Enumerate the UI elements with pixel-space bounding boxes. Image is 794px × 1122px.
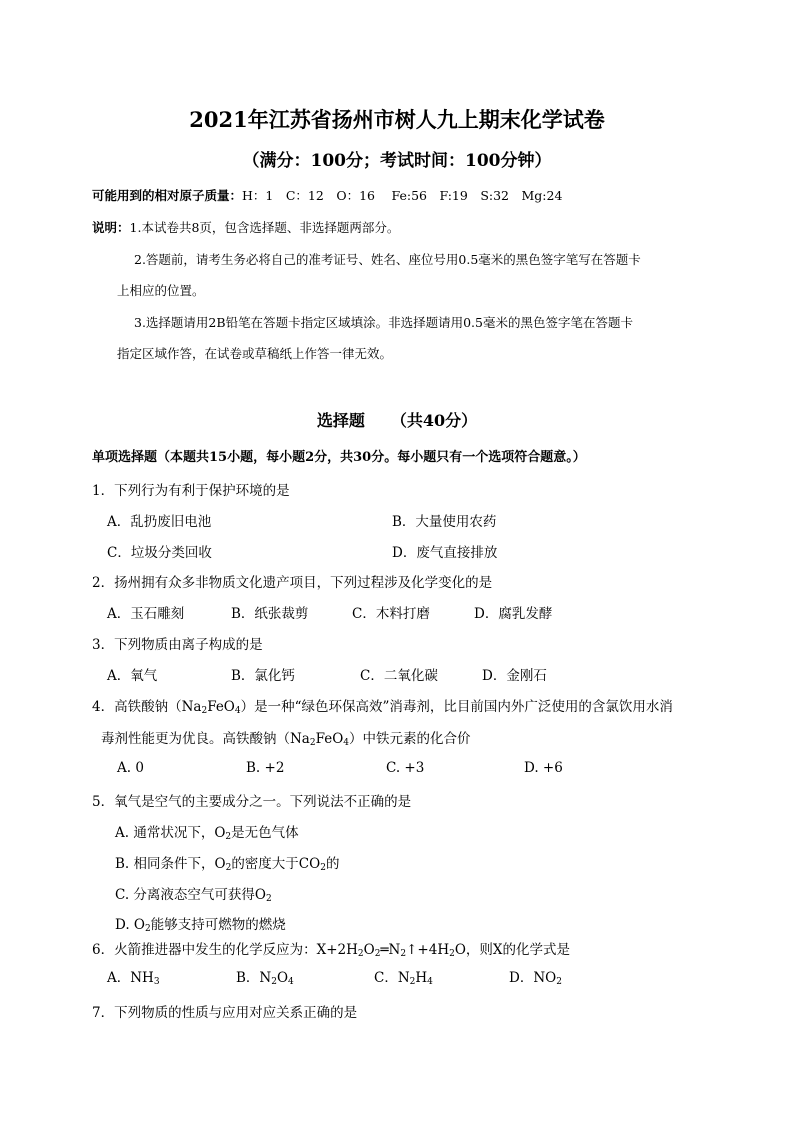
question-4-stem-line-2: 毒剂性能更为优良。高铁酸钠$(Na_2FeO_4)$中铁元素的化合价 xyxy=(101,731,471,748)
instructions-label: 说明： xyxy=(92,220,130,235)
question-5-option-d: D. $O_2$能够支持可燃物的燃烧 xyxy=(115,917,286,934)
question-6-option-a: A．$NH_3$ xyxy=(107,970,160,987)
question-3-stem: 3．下列物质由离子构成的是 xyxy=(92,637,263,653)
instruction-2-line-2: 上相应的位置。 xyxy=(117,283,205,298)
question-5-option-c: C. 分离液态空气可获得$O_2$ xyxy=(115,887,272,904)
instruction-2-line-1: 2.答题前，请考生务必将自己的准考证号、姓名、座位号用0.5毫米的黑色签字笔写在答题卡 xyxy=(134,252,641,267)
question-3-option-c: C．二氧化碳 xyxy=(360,668,438,684)
instruction-1-text: 1.本试卷共8页，包含选择题、非选择题两部分。 xyxy=(129,220,400,235)
question-4-option-c: C. +3 xyxy=(386,760,425,776)
question-3-option-a: A．氧气 xyxy=(107,668,158,684)
question-1-option-b: B．大量使用农药 xyxy=(392,514,497,530)
question-6-option-b: B．$N_2O_4$ xyxy=(236,970,294,987)
question-1-option-c: C．垃圾分类回收 xyxy=(107,545,212,561)
instruction-3-line-1: 3.选择题请用2B铅笔在答题卡指定区域填涂。非选择题请用0.5毫米的黑色签字笔在答题卡 xyxy=(134,315,633,330)
question-6-option-d: D．$NO_2$ xyxy=(509,970,562,987)
atomic-mass-line xyxy=(92,186,562,204)
question-5-stem: 5．氧气是空气的主要成分之一。下列说法不正确的是 xyxy=(92,794,412,810)
section-title: 选择题 xyxy=(316,411,365,430)
question-2-option-d: D．腐乳发酵 xyxy=(474,606,553,622)
question-4-option-d: D. +6 xyxy=(524,760,563,776)
question-4-option-b: B. +2 xyxy=(246,760,285,776)
atomic-mass-label: 可能用到的相对原子质量： xyxy=(92,188,243,203)
question-6-stem: 6．火箭推进器中发生的化学反应为：$X+2H_2O_2═N_2↑+4H_2O$，则X的化学式是 xyxy=(92,942,571,959)
instruction-1 xyxy=(92,218,399,236)
question-6-option-c: C．$N_2H_4$ xyxy=(374,970,433,987)
atomic-mass-values: H：1 C：12 O：16 Fe:56 F:19 S:32 Mg:24 xyxy=(242,188,563,203)
instruction-3-line-2: 指定区域作答，在试卷或草稿纸上作答一律无效。 xyxy=(117,346,393,361)
question-2-stem: 2．扬州拥有众多非物质文化遗产项目，下列过程涉及化学变化的是 xyxy=(92,575,493,591)
page-title: 2021年江苏省扬州市树人九上期末化学试卷 xyxy=(189,107,605,132)
section-points: （共40分） xyxy=(390,411,478,430)
page-subtitle: （满分：100分；考试时间：100分钟） xyxy=(242,151,552,171)
part-header: 单项选择题（本题共15小题，每小题2分，共30分。每小题只有一个选项符合题意。） xyxy=(92,450,586,465)
question-5-option-b: B. 相同条件下，$O_2$的密度大于$CO_2$的 xyxy=(115,856,340,873)
question-5-option-a: A. 通常状况下，$O_2$是无色气体 xyxy=(115,825,299,842)
question-7-stem: 7．下列物质的性质与应用对应关系正确的是 xyxy=(92,1005,358,1021)
question-3-option-b: B．氯化钙 xyxy=(231,668,295,684)
question-2-option-a: A．玉石雕刻 xyxy=(107,606,185,622)
section-heading xyxy=(0,408,794,431)
question-1-option-d: D．废气直接排放 xyxy=(392,545,498,561)
question-2-option-c: C．木料打磨 xyxy=(352,606,430,622)
question-3-option-d: D．金刚石 xyxy=(482,668,547,684)
question-4-stem-line-1: 4．高铁酸钠$(Na_2FeO_4)$是一种“绿色环保高效”消毒剂，比目前国内外广泛使用的含氯饮用水消 xyxy=(92,699,673,716)
question-1-option-a: A．乱扔废旧电池 xyxy=(107,514,212,530)
question-4-option-a: A. 0 xyxy=(117,760,144,776)
question-2-option-b: B．纸张裁剪 xyxy=(231,606,309,622)
question-1-stem: 1．下列行为有利于保护环境的是 xyxy=(92,483,290,499)
